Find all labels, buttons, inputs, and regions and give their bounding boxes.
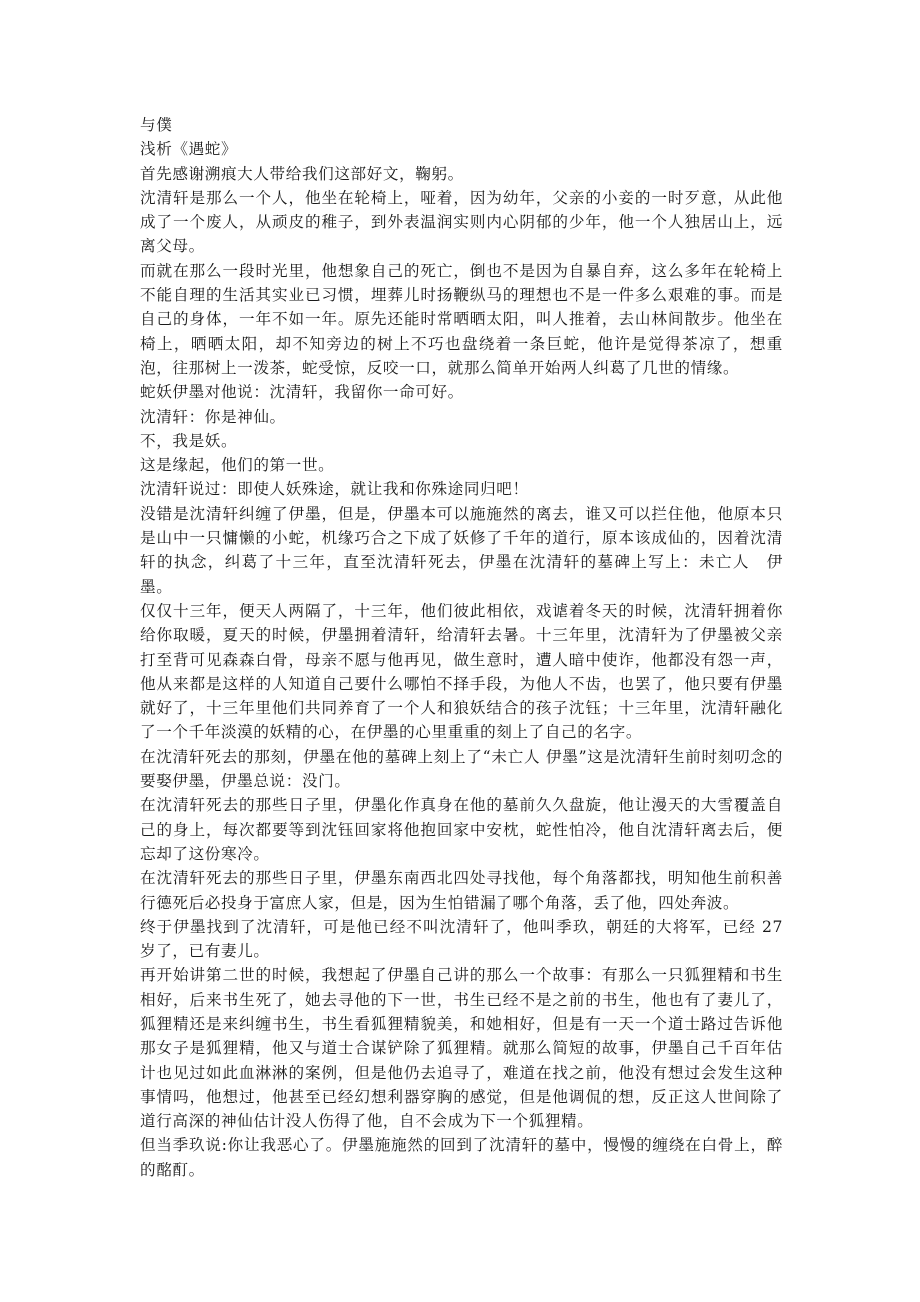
article-title: 浅析《遇蛇》 [140, 140, 238, 159]
document-body [140, 113, 783, 1182]
paragraph: 而就在那么一段时光里，他想象自己的死亡，倒也不是因为自暴自弃，这么多年在轮椅上不能自理的生活其实业已习惯，埋葬儿时扬鞭纵马的理想也不是一件多么艰难的事。而是自己的身体，一年不如一年。原先还能时常晒晒太阳，叫人推着，去山林间散步。他坐在椅上，晒晒太阳，却不知旁边的树上不巧也盘绕着一条巨蛇，他许是觉得茶凉了，想重泡，往那树上一泼茶，蛇受惊，反咬一口，就那么简单开始两人纠葛了几世的情缘。 [140, 261, 783, 377]
paragraph: 再开始讲第二世的时候，我想起了伊墨自己讲的那么一个故事：有那么一只狐狸精和书生相好，后来书生死了，她去寻他的下一世，书生已经不是之前的书生，他也有了妻儿了，狐狸精还是来纠缠书生，书生看狐狸精貌美，和她相好，但是有一天一个道士路过告诉他那女子是狐狸精，他又与道士合谋铲除了狐狸精。就那么简短的故事，伊墨自己千百年估计也见过如此血淋淋的案例，但是他仍去追寻了，难道在找之前，他没有想过会发生这种事情吗，他想过，他甚至已经幻想利器穿胸的感觉，但是他调侃的想，反正这人世间除了道行高深的神仙估计没人伤得了他，自不会成为下一个狐狸精。 [140, 966, 783, 1131]
paragraph: 终于伊墨找到了沈清轩，可是他已经不叫沈清轩了，他叫季玖，朝廷的大将军，已经 27 岁了，已有妻儿。 [140, 917, 783, 961]
paragraph: 这是缘起，他们的第一世。 [140, 456, 335, 475]
paragraph: 仅仅十三年，便天人两隔了，十三年，他们彼此相依，戏谑着冬天的时候，沈清轩拥着你给你取暖，夏天的时候，伊墨拥着清轩，给清轩去暑。十三年里，沈清轩为了伊墨被父亲打至背可见森森白骨，母亲不愿与他再见，做生意时，遭人暗中使诈，他都没有怨一声，他从来都是这样的人知道自己要什么哪怕不择手段，为他人不齿，也罢了，他只要有伊墨就好了，十三年里他们共同养育了一个人和狼妖结合的孩子沈钰；十三年里，沈清轩融化了一个千年淡漠的妖精的心，在伊墨的心里重重的刻上了自己的名字。 [140, 601, 783, 742]
paragraph: 没错是沈清轩纠缠了伊墨，但是，伊墨本可以施施然的离去，谁又可以拦住他，他原本只是山中一只慵懒的小蛇，机缘巧合之下成了妖修了千年的道行，原本该成仙的，因着沈清轩的执念，纠葛了十三年，直至沈清轩死去，伊墨在沈清轩的墓碑上写上：未亡人 伊墨。 [140, 504, 783, 596]
paragraph: 在沈清轩死去的那些日子里，伊墨东南西北四处寻找他，每个角落都找，明知他生前积善行德死后必投身于富庶人家，但是，因为生怕错漏了哪个角落，丢了他，四处奔波。 [140, 869, 783, 912]
paragraph: 但当季玖说:你让我恶心了。伊墨施施然的回到了沈清轩的墓中，慢慢的缠绕在白骨上，醉的酩酊。 [140, 1136, 783, 1179]
paragraph: 沈清轩说过：即使人妖殊途，就让我和你殊途同归吧！ [140, 480, 529, 499]
paragraph: 在沈清轩死去的那刻，伊墨在他的墓碑上刻上了“未亡人 伊墨”这是沈清轩生前时刻叨念的要娶伊墨，伊墨总说：没门。 [140, 747, 783, 791]
author-line: 与僕 [140, 116, 173, 134]
paragraph: 不，我是妖。 [140, 431, 238, 450]
paragraph: 沈清轩是那么一个人，他坐在轮椅上，哑着，因为幼年，父亲的小妾的一时歹意，从此他成了一个废人，从顽皮的稚子，到外表温润实则内心阴郁的少年，他一个人独居山上，远离父母。 [140, 188, 783, 256]
paragraph: 首先感谢溯痕大人带给我们这部好文，鞠躬。 [140, 164, 464, 183]
paragraph: 蛇妖伊墨对他说：沈清轩，我留你一命可好。 [140, 383, 464, 402]
paragraph: 在沈清轩死去的那些日子里，伊墨化作真身在他的墓前久久盘旋，他让漫天的大雪覆盖自己的身上，每次都要等到沈钰回家将他抱回家中安枕，蛇性怕冷，他自沈清轩离去后，便忘却了这份寒冷。 [140, 796, 783, 863]
paragraph: 沈清轩：你是神仙。 [140, 407, 286, 426]
